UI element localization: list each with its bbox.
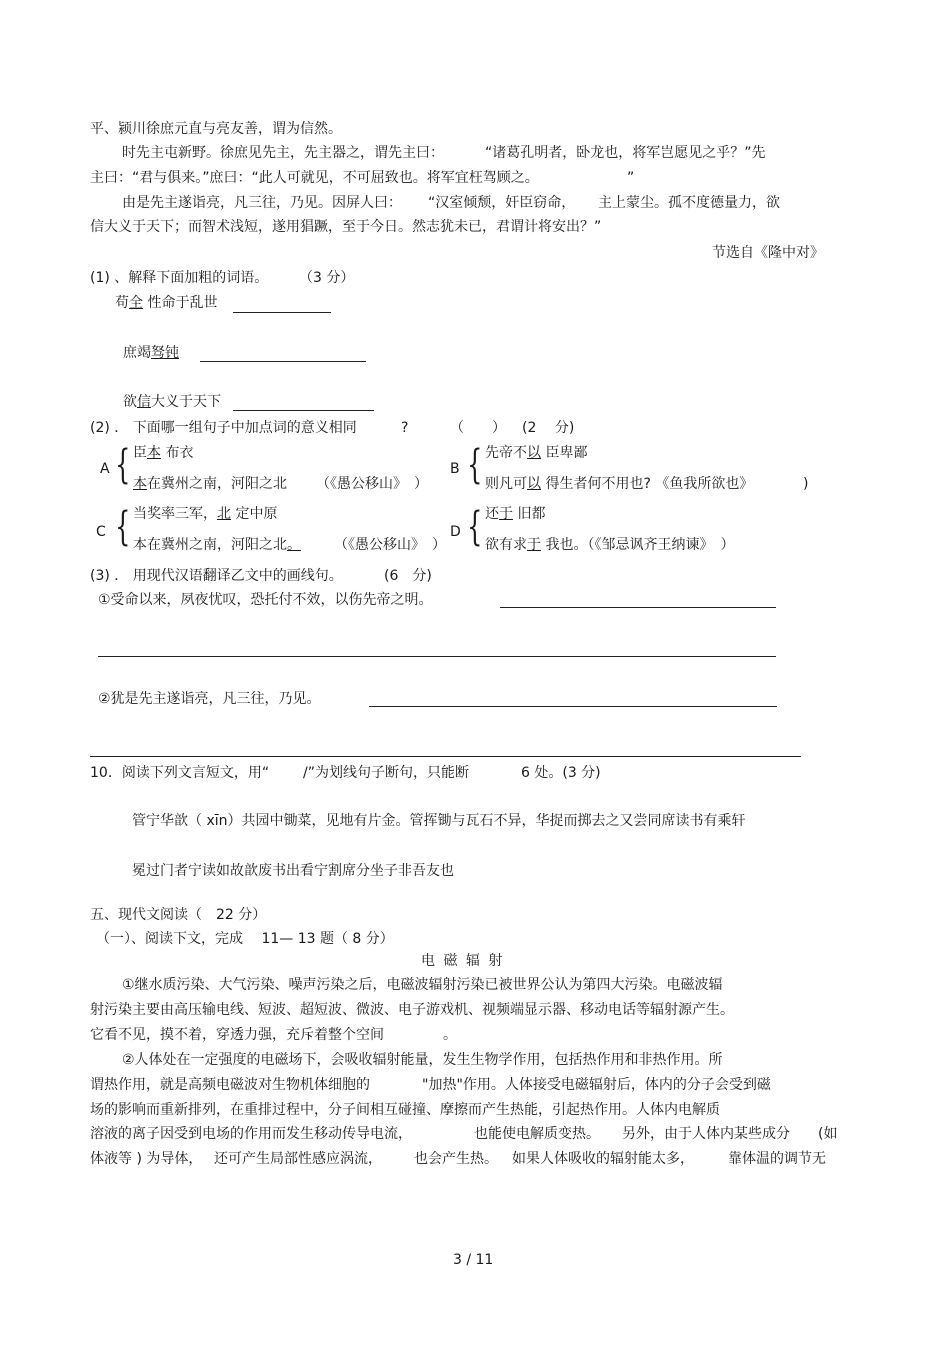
q2-option-c-label: C [96, 524, 106, 540]
q10-title-c: 6 处。(3 分) [521, 765, 601, 781]
q10-title-a: 10．阅读下列文言短文，用“ [90, 765, 270, 781]
q2-option-a-line-1 [133, 443, 193, 463]
article-p2-line-4c: 另外，由于人体内某些成分 [622, 1126, 790, 1142]
q2-d1-rest: 旧都 [517, 506, 546, 522]
q2-option-b-line-1 [485, 443, 587, 463]
q1-item-3-bold: 信 [137, 394, 151, 410]
article-p2-line-4: 溶液的离子因受到电场的作用而发生移动传导电流， [90, 1126, 412, 1142]
article-p2-line-2: 谓热作用，就是高频电磁波对生物机体细胞的 [90, 1077, 370, 1093]
q2-c1-rest: 定中原 [235, 506, 278, 522]
q1-item-2-a: 庶竭 [123, 345, 151, 361]
q2-a2-text: 在冀州之南，河阳之北 [147, 476, 287, 492]
article-p1-line-3-end: 。 [443, 1027, 457, 1043]
q2-option-c-line-2 [133, 535, 301, 555]
q2-option-a-brace: { [115, 442, 131, 488]
q1-score: （3 分） [299, 270, 355, 286]
q3-title: (3) ． 用现代汉语翻译乙文中的画线句。 [90, 568, 343, 584]
q2-b2-rest: 得生者何不用也? 《鱼我所欲也》 [545, 476, 754, 492]
passage-line-3: 主曰：“君与俱来。”庶曰：“此人可就见，不可屈致也。将军宜枉驾顾之。 [90, 170, 539, 186]
section5-subtitle: （一）、阅读下文，完成 11— 13 题（ 8 分） [96, 931, 394, 947]
q10-title [90, 763, 269, 783]
q2-option-d-line-2 [485, 535, 734, 555]
q1-answer-line-1[interactable] [233, 312, 331, 313]
q2-score: (2 分) [522, 420, 575, 436]
q2-option-d-line-1 [485, 504, 545, 524]
passage-source: 节选自《隆中对》 [712, 245, 824, 261]
q2-d2-text: 欲有求 [485, 537, 527, 553]
q1-item-2 [123, 343, 179, 363]
passage-line-4b: “汉室倾颓，奸臣窃命， [428, 195, 576, 211]
article-p2-line-4b: 也能使电解质变热。 [474, 1126, 600, 1142]
q2-option-a-line-2 [133, 474, 287, 494]
passage-line-4c: 主上蒙尘。孤不度德量力，欲 [598, 195, 780, 211]
page-number: 3 / 11 [453, 1252, 494, 1268]
section5-title: 五、现代文阅读（ 22 分） [90, 907, 267, 923]
article-p2-line-5e: 靠体温的调节无 [728, 1151, 826, 1167]
q2-option-d-brace: { [467, 504, 483, 550]
q1-title: (1) 、解释下面加粗的词语。 [90, 270, 269, 286]
q2-option-b-brace: { [467, 442, 483, 488]
q10-passage-1: 管宁华歆（ xīn）共园中锄菜，见地有片金。管挥锄与瓦石不异，华捉而掷去之又尝同席读书有乘轩 [132, 813, 746, 829]
q2-c2-text: 本在冀州之南，河阳之 [133, 537, 273, 553]
q2-a1-dotted: 本 [147, 445, 161, 461]
q2-a1-rest: 布衣 [165, 445, 194, 461]
q2-option-b-line-2 [485, 474, 753, 494]
q2-b1-rest: 臣卑鄙 [545, 445, 588, 461]
article-p2-line-5: 体液等 ) 为导体， [90, 1151, 203, 1167]
q1-item-3-c: 大义于天下 [151, 394, 221, 410]
q2-c1-dotted: 北 [217, 506, 231, 522]
q3-sentence-1: ①受命以来，夙夜忧叹，恐托付不效，以伤先帝之明。 [98, 592, 433, 608]
passage-line-2b: “诸葛孔明者，卧龙也，将军岂愿见之乎？”先 [485, 145, 766, 161]
passage-line-2: 时先主屯新野。徐庶见先主，先主器之，谓先主曰： [122, 145, 444, 161]
q3-answer-line-1b[interactable] [98, 656, 776, 657]
q2-option-b-label: B [450, 461, 460, 477]
q2-d1-dotted: 于 [499, 506, 513, 522]
q2-d2-rest: 我也。（《邹忌讽齐王纳谏》 ） [545, 537, 735, 553]
q2-option-c-source: （《愚公移山》 ） [334, 537, 446, 553]
article-p1-line-2: 射污染主要由高压输电线、短波、超短波、微波、电子游戏机、视频端显示器、移动电话等辐射源产生。 [90, 1002, 734, 1018]
q1-answer-line-3[interactable] [233, 410, 374, 411]
article-p2-line-4d: (如 [818, 1126, 838, 1142]
q2-b1-text: 先帝不 [485, 445, 527, 461]
q3-answer-line-2a[interactable] [369, 706, 777, 707]
q2-option-a-source: （《愚公移山》 ） [316, 476, 428, 492]
q1-item-3-a: 欲 [123, 394, 137, 410]
article-p2-line-1: ②人体处在一定强度的电磁场下，会吸收辐射能量，发生生物学作用，包括热作用和非热作用。所 [122, 1052, 723, 1068]
passage-line-3b: ” [627, 170, 635, 186]
q2-b2-dotted: 以 [527, 476, 541, 492]
q2-a1-text: 臣 [133, 445, 147, 461]
q2-title: (2) ． 下面哪一组句子中加点词的意义相同 [90, 420, 357, 436]
q3-answer-line-2b[interactable] [90, 756, 801, 757]
q2-answer-paren[interactable]: （ ） [450, 420, 506, 436]
q3-sentence-2: ②犹是先主遂诣亮，凡三往，乃见。 [98, 691, 321, 707]
q3-answer-line-1a[interactable] [500, 607, 776, 608]
q1-item-1 [115, 293, 217, 313]
q2-question-mark: ? [401, 420, 409, 436]
article-p1-line-3: 它看不见，摸不着，穿透力强，充斥着整个空间 [90, 1027, 384, 1043]
q2-b2-text: 则凡可 [485, 476, 527, 492]
article-p2-line-5d: 如果人体吸收的辐射能太多， [512, 1151, 694, 1167]
q1-item-3 [123, 392, 221, 412]
article-p2-line-3: 场的影响而重新排列，在重排过程中，分子间相互碰撞、摩擦而产生热能，引起热作用。人体内电解质 [90, 1102, 720, 1118]
q2-option-c-line-1 [133, 504, 277, 524]
q2-option-b-close: ) [803, 476, 809, 492]
q1-answer-line-2[interactable] [200, 361, 366, 362]
article-p2-line-5c: 也会产生热。 [414, 1151, 498, 1167]
q2-a2-dotted: 本 [133, 476, 147, 492]
q3-score: (6 分) [384, 568, 432, 584]
q10-title-b: /”为划线句子断句，只能断 [303, 765, 469, 781]
q2-option-a-label: A [100, 461, 110, 477]
passage-line-5: 信大义于天下；而智术浅短，遂用猖蹶，至于今日。然志犹未已，君谓计将安出？” [90, 219, 602, 235]
q1-item-2-bold: 驽钝 [151, 345, 179, 361]
q2-c2-end: 。 [287, 537, 301, 553]
passage-line-1: 平、颍川徐庶元直与亮友善，谓为信然。 [90, 121, 342, 137]
q2-d1-text: 还 [485, 506, 499, 522]
article-p1-line-1: ①继水质污染、大气污染、噪声污染之后，电磁波辐射污染已被世界公认为第四大污染。电磁波辐 [122, 977, 723, 993]
q2-option-c-brace: { [115, 504, 131, 550]
q2-b1-dotted: 以 [527, 445, 541, 461]
q1-item-1-c: 性命于乱世 [147, 295, 218, 311]
article-title: 电 磁 辐 射 [421, 953, 505, 969]
passage-line-4: 由是先主遂诣亮，凡三往，乃见。因屏人曰： [122, 195, 402, 211]
q2-option-d-label: D [450, 524, 461, 540]
article-p2-line-2b: "加热"作用。人体接受电磁辐射后，体内的分子会受到磁 [422, 1077, 771, 1093]
q2-d2-dotted: 于 [527, 537, 541, 553]
q1-item-1-a: 苟 [115, 295, 129, 311]
q10-passage-2: 冕过门者宁读如故歆废书出看宁割席分坐子非吾友也 [132, 863, 454, 879]
q2-c1-text: 当奖率三军， [133, 506, 217, 522]
article-p2-line-5b: 还可产生局部性感应涡流， [214, 1151, 382, 1167]
q1-item-1-bold: 全 [129, 295, 143, 311]
q2-c2-dotted: 北 [273, 537, 287, 553]
